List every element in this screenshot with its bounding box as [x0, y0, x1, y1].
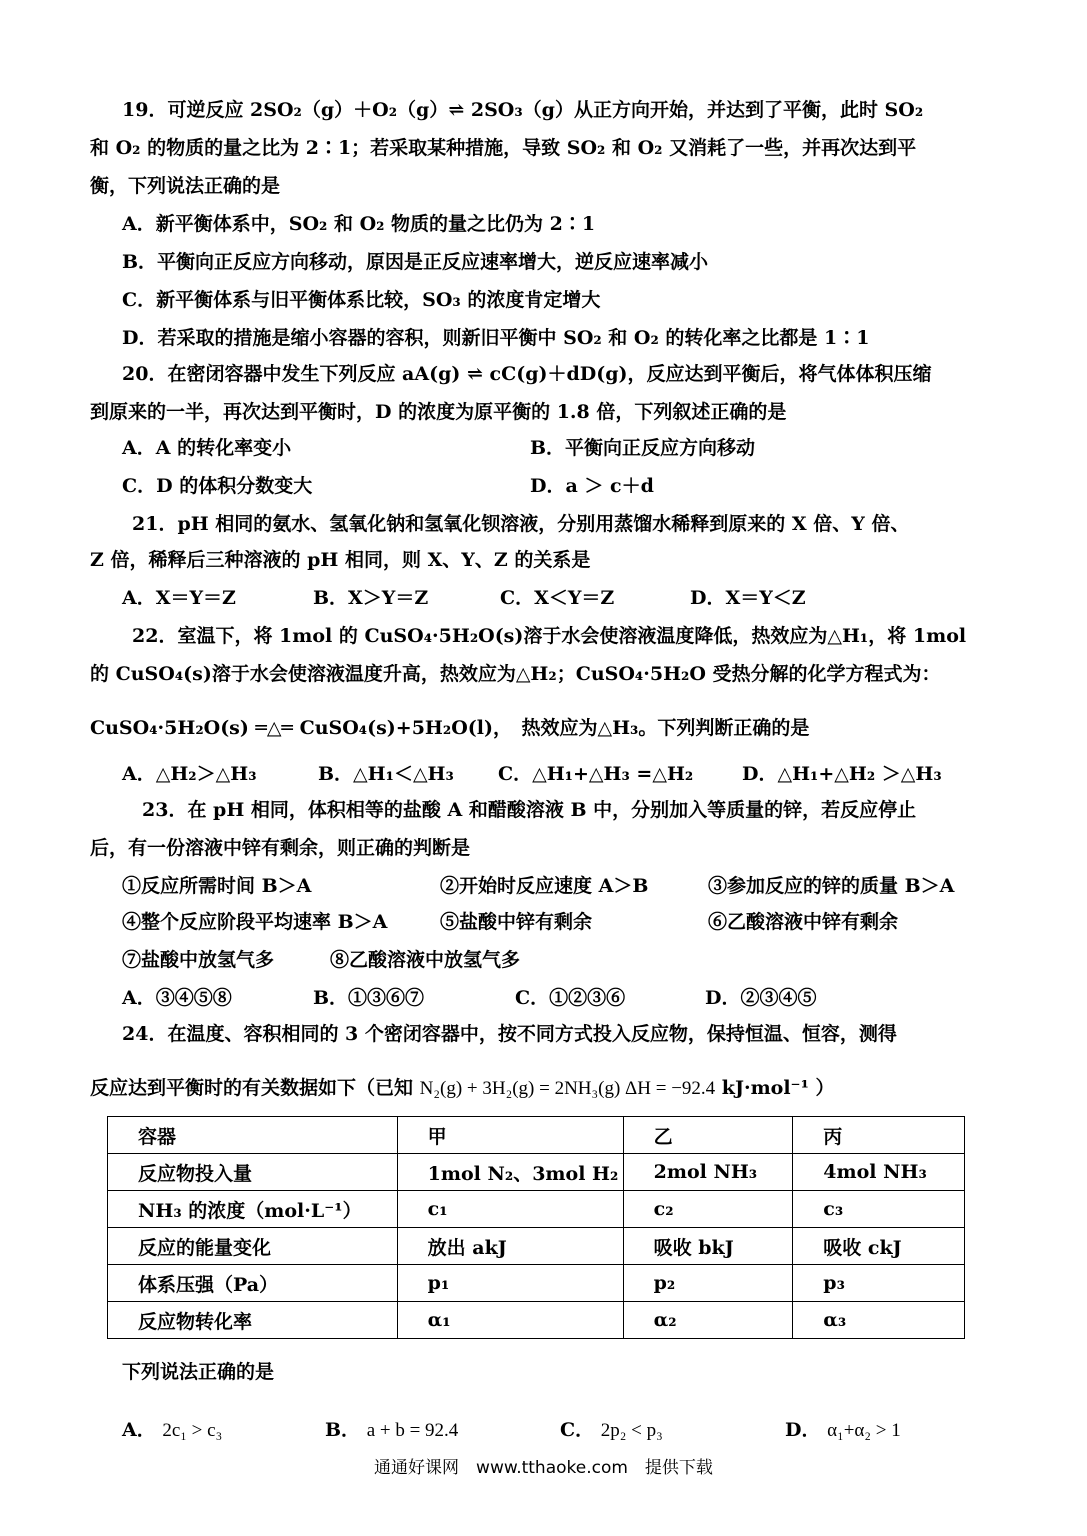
table-cell: 放出 akJ — [397, 1228, 623, 1265]
table-cell: c₂ — [623, 1191, 793, 1228]
q23-option-b: B．①③⑥⑦ — [313, 987, 425, 1009]
q19-line-1: 19．可逆反应 2SO₂（g）＋O₂（g）⇌ 2SO₃（g）从正方向开始，并达到了平衡，此时 SO₂ — [122, 99, 924, 121]
q24-data-table — [107, 1116, 965, 1339]
q19-option-c: C．新平衡体系与旧平衡体系比较，SO₃ 的浓度肯定增大 — [122, 289, 601, 311]
q22-option-b: B．△H₁＜△H₃ — [318, 763, 454, 785]
table-cell: 4mol NH₃ — [793, 1154, 965, 1191]
q21-line-2: Z 倍，稀释后三种溶液的 pH 相同，则 X、Y、Z 的关系是 — [90, 549, 591, 571]
q22-option-c: C．△H₁+△H₃ =△H₂ — [498, 763, 694, 785]
table-cell: 乙 — [623, 1117, 793, 1154]
table-cell: 容器 — [108, 1117, 398, 1154]
table-cell: 2mol NH₃ — [623, 1154, 793, 1191]
q24-option-a — [122, 1418, 222, 1443]
q24-option-c — [560, 1418, 663, 1443]
q24-option-b-label: B． — [325, 1419, 361, 1441]
table-cell: p₁ — [397, 1265, 623, 1302]
q24-unit: kJ·mol⁻¹ ） — [721, 1077, 835, 1099]
q20-line-1: 20．在密闭容器中发生下列反应 aA(g) ⇌ cC(g)＋dD(g)，反应达到平衡后，将气体体积压缩 — [122, 363, 932, 385]
q24-line-2 — [90, 1076, 835, 1101]
q23-item-5: ⑤盐酸中锌有剩余 — [440, 911, 593, 933]
q22-line-1: 22．室温下，将 1mol 的 CuSO₄·5H₂O(s)溶于水会使溶液温度降低，热效应为△H₁，将 1mol — [132, 625, 967, 647]
q23-item-6: ⑥乙酸溶液中锌有剩余 — [708, 911, 899, 933]
q20-option-a: A．A 的转化率变小 — [122, 437, 292, 459]
table-row — [108, 1228, 965, 1265]
table-cell: 吸收 bkJ — [623, 1228, 793, 1265]
table-cell: α₂ — [623, 1302, 793, 1339]
q19-option-b: B．平衡向正反应方向移动，原因是正反应速率增大，逆反应速率减小 — [122, 251, 709, 273]
q23-item-2: ②开始时反应速度 A＞B — [440, 875, 649, 897]
table-cell: p₂ — [623, 1265, 793, 1302]
q24-line-1: 24．在温度、容积相同的 3 个密闭容器中，按不同方式投入反应物，保持恒温、恒容，测得 — [122, 1023, 897, 1045]
q24-option-a-label: A． — [122, 1419, 156, 1441]
q22-line-3: CuSO₄·5H₂O(s) ═△═ CuSO₄(s)+5H₂O(l)， 热效应为△H₃。下列判断正确的是 — [90, 717, 810, 739]
q24-option-b-expr: a + b = 92.4 — [366, 1420, 459, 1441]
q24-option-c-expr: 2p₂ < p₃ — [600, 1420, 663, 1441]
q20-option-b: B．平衡向正反应方向移动 — [530, 437, 756, 459]
q23-item-4: ④整个反应阶段平均速率 B＞A — [122, 911, 388, 933]
table-cell: NH₃ 的浓度（mol·L⁻¹） — [108, 1191, 398, 1228]
table-cell: 体系压强（Pa） — [108, 1265, 398, 1302]
q19-option-d: D．若采取的措施是缩小容器的容积，则新旧平衡中 SO₂ 和 O₂ 的转化率之比都是 1∶1 — [122, 327, 870, 349]
table-cell: p₃ — [793, 1265, 965, 1302]
q24-option-b — [325, 1418, 458, 1443]
q23-option-d: D．②③④⑤ — [705, 987, 817, 1009]
table-cell: α₃ — [793, 1302, 965, 1339]
q19-line-3: 衡，下列说法正确的是 — [90, 175, 281, 197]
q24-option-a-expr: 2c₁ > c₃ — [162, 1420, 223, 1441]
q22-option-a: A．△H₂＞△H₃ — [122, 763, 257, 785]
table-row — [108, 1191, 965, 1228]
q23-option-c: C．①②③⑥ — [515, 987, 626, 1009]
q23-item-3: ③参加反应的锌的质量 B＞A — [708, 875, 955, 897]
q23-item-1: ①反应所需时间 B＞A — [122, 875, 312, 897]
q24-option-d — [785, 1418, 901, 1443]
table-cell: α₁ — [397, 1302, 623, 1339]
table-row — [108, 1154, 965, 1191]
table-cell: 1mol N₂、3mol H₂ — [397, 1154, 623, 1191]
table-row — [108, 1302, 965, 1339]
q23-line-2: 后，有一份溶液中锌有剩余，则正确的判断是 — [90, 837, 471, 859]
q23-item-7: ⑦盐酸中放氢气多 — [122, 949, 275, 971]
page-footer: 通通好课网 www.tthaoke.com 提供下载 — [374, 1458, 713, 1478]
table-cell: 吸收 ckJ — [793, 1228, 965, 1265]
q24-option-d-label: D． — [785, 1419, 821, 1441]
q21-option-c: C．X＜Y＝Z — [500, 587, 615, 609]
table-cell: 反应物转化率 — [108, 1302, 398, 1339]
q22-line-2: 的 CuSO₄(s)溶于水会使溶液温度升高，热效应为△H₂；CuSO₄·5H₂O 受热分解的化学方程式为： — [90, 663, 941, 685]
q21-option-b: B．X＞Y＝Z — [313, 587, 429, 609]
q21-option-a: A．X＝Y＝Z — [122, 587, 236, 609]
table-cell: 甲 — [397, 1117, 623, 1154]
table-row — [108, 1265, 965, 1302]
q22-option-d: D．△H₁+△H₂ ＞△H₃ — [742, 763, 942, 785]
table-cell: c₃ — [793, 1191, 965, 1228]
q23-item-8: ⑧乙酸溶液中放氢气多 — [330, 949, 521, 971]
q24-line-2-prefix: 反应达到平衡时的有关数据如下（已知 — [90, 1077, 414, 1099]
q20-line-2: 到原来的一半，再次达到平衡时，D 的浓度为原平衡的 1.8 倍，下列叙述正确的是 — [90, 401, 787, 423]
q20-option-d: D．a ＞ c＋d — [530, 475, 654, 497]
q24-option-c-label: C． — [560, 1419, 595, 1441]
q20-option-c: C．D 的体积分数变大 — [122, 475, 313, 497]
q24-equation: N₂(g) + 3H₂(g) = 2NH₃(g) ΔH = −92.4 — [419, 1078, 716, 1099]
table-cell: 丙 — [793, 1117, 965, 1154]
q23-line-1: 23．在 pH 相同，体积相等的盐酸 A 和醋酸溶液 B 中，分别加入等质量的锌，若反应停止 — [142, 799, 917, 821]
q19-line-2: 和 O₂ 的物质的量之比为 2∶1；若采取某种措施，导致 SO₂ 和 O₂ 又消耗了一些，并再次达到平 — [90, 137, 917, 159]
table-cell: 反应物投入量 — [108, 1154, 398, 1191]
q24-after-table: 下列说法正确的是 — [122, 1361, 275, 1383]
q24-option-d-expr: α₁+α₂ > 1 — [827, 1420, 901, 1441]
q19-option-a: A．新平衡体系中，SO₂ 和 O₂ 物质的量之比仍为 2∶1 — [122, 213, 596, 235]
q21-option-d: D．X＝Y＜Z — [690, 587, 806, 609]
table-row — [108, 1117, 965, 1154]
table-cell: c₁ — [397, 1191, 623, 1228]
q23-option-a: A．③④⑤⑧ — [122, 987, 232, 1009]
table-cell: 反应的能量变化 — [108, 1228, 398, 1265]
q21-line-1: 21．pH 相同的氨水、氢氧化钠和氢氧化钡溶液，分别用蒸馏水稀释到原来的 X 倍、Y 倍、 — [132, 513, 910, 535]
